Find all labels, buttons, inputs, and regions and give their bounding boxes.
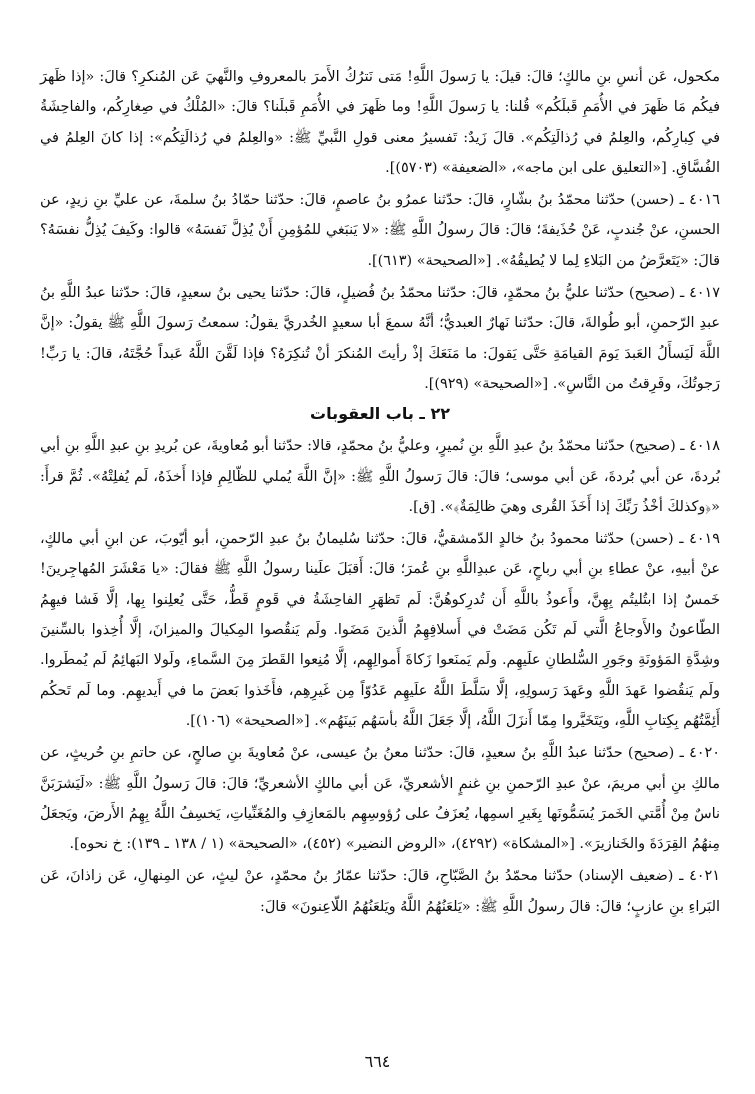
hadith-4016: ٤٠١٦ ـ (حسن) حدّثنا محمّدُ بنُ بشّارٍ، قالَ: حدّثنا عمرُو بنُ عاصمٍ، قالَ: حدّثنا حمّادُ بنُ سلمةَ، عن عليِّ بنِ زيدٍ، عن الحسنِ، عنْ جُندبٍ، عَنْ حُذَيفةَ؛ قالَ: قالَ رسولُ اللَّهِ ﷺ: «لا يَنبَغي للمُؤمِنِ أَنْ يُذِلَّ نَفسَهُ» قالوا: وكَيفَ يُذِلُّ نفسَهُ؟ قالَ: «يَتَعرَّضُ من البَلاءِ لِما لا يُطيقُهُ». [«الصحيحة» (٦١٣)]. xyxy=(40,192,720,269)
hadith-4021: ٤٠٢١ ـ (ضعيف الإسناد) حدّثنا محمّدُ بنُ الصَّبّاحِ، قالَ: حدّثنا عمّارُ بنُ محمّدٍ، عنْ ليثٍ، عن المِنهالِ، عَن زاذانَ، عَن البَراءِ بنِ عازبٍ؛ قالَ: قالَ رسولُ اللَّهِ ﷺ: «يَلعَنُهُمُ اللَّهُ ويَلعَنُهُمُ اللّاعِنونَ» قالَ: xyxy=(40,868,720,915)
chapter-heading: ٢٢ ـ باب العقوبات xyxy=(310,404,450,424)
hadith-4020: ٤٠٢٠ ـ (صحيح) حدّثنا عبدُ اللَّهِ بنُ سعيدٍ، قالَ: حدّثنا معنُ بنُ عيسى، عنْ مُعاويةَ بنِ صالحٍ، عن حاتمِ بنِ حُريثٍ، عن مالكِ بنِ أبي مريمَ، عنْ عبدِ الرّحمنِ بنِ غنمٍ الأشعريِّ، عَن أبي مالكٍ الأشعريِّ؛ قالَ: قالَ رَسولُ اللَّهِ ﷺ: «لَيَشرَبَنَّ ناسٌ مِنْ أُمَّتي الخَمرَ يُسَمُّونَها بِغَيرِ اسمِها، يُعزَفُ على رُؤوسِهِم بالمَعازِفِ والمُغَنِّياتِ، يَخسِفُ اللَّهُ بِهِمُ الأَرضَ، ويَجعَلُ مِنهُمُ القِرَدَةَ والخَنازيرَ». [«المشكاة» (٤٢٩٢)، «الروض النضير» (٤٥٢)، «الصحيحة» (١ / ١٣٨ ـ ١٣٩): خ نحوه]. xyxy=(40,745,720,853)
hadith-4019: ٤٠١٩ ـ (حسن) حدّثنا محمودُ بنُ خالدٍ الدّمشقيُّ، قالَ: حدّثنا سُليمانُ بنُ عبدِ الرّحمنِ، أبو أيّوبَ، عن ابنِ أبي مالكٍ، عنْ أبيهِ، عنْ عطاءِ بنِ أبي رباحٍ، عَن عبدِاللَّهِ بنِ عُمرَ؛ قالَ: أَقبَلَ علَينا رسولُ اللَّهِ ﷺ فقالَ: «يا مَعْشَرَ المُهاجِرينَ! خَمسٌ إذا ابتُليتُم بِهِنَّ، وأَعوذُ باللَّهِ أَن تُدرِكوهُنَّ: لَم تَظهَرِ الفاحِشَةُ في قَومٍ قَطُّ، حَتَّى يُعلِنوا بِها، إلَّا فَشا فيهِمُ الطّاعونُ والأَوجاعُ الَّتي لَم تَكُن مَضَتْ في أَسلافِهِمُ الَّذينَ مَضَوا. ولَم يَنقُصوا المِكيالَ والميزانَ، إلَّا أُخِذوا بالسِّنينَ وشِدَّةِ المَؤونَةِ وجَورِ السُّلطانِ علَيهِم. ولَم يَمنَعوا زَكاةَ أَموالِهِم، إلَّا مُنِعوا القَطرَ مِنَ السَّماءِ، ولَولا البَهائِمُ لَم يُمطَروا. ولَم يَنقُضوا عَهدَ اللَّهِ وعَهدَ رَسولِهِ، إلَّا سَلَّطَ اللَّهُ علَيهِم عَدُوّاً مِن غَيرِهِم، فأَخَذوا بَعضَ ما في أَيديهِم. وما لَم تَحكُم أَئِمَّتُهُم بِكِتابِ اللَّهِ، ويَتَخَيَّروا مِمّا أَنزَلَ اللَّهُ، إلَّا جَعَلَ اللَّهُ بأسَهُم بَينَهُم». [«الصحيحة» (١٠٦)]. xyxy=(40,531,720,729)
hadith-4017: ٤٠١٧ ـ (صحيح) حدّثنا عليُّ بنُ محمّدٍ، قالَ: حدّثنا محمّدُ بنُ فُضيلٍ، قالَ: حدّثنا يحيى بنُ سعيدٍ، قالَ: حدّثنا عبدُ اللَّهِ بنُ عبدِ الرّحمنِ، أبو طُوالةَ، قالَ: حدّثنا نَهارٌ العبديُّ؛ أنَّهُ سمعَ أبا سعيدٍ الخُدريَّ يقولُ: سمعتُ رَسولَ اللَّهِ ﷺ يقولُ: «إنَّ اللَّهَ لَيَسأَلُ العَبدَ يَومَ القيامَةِ حَتَّى يَقولَ: ما مَنَعَكَ إذْ رأيتَ المُنكرَ أنْ تُنكِرَهُ؟ فإذا لَقَّنَ اللَّهُ عَبداً حُجَّتَهُ، قالَ: يا رَبِّ! رَجوتُكَ، وفَرِقتُ من النَّاسِ». [«الصحيحة» (٩٢٩)]. xyxy=(40,285,720,392)
hadith-4018: ٤٠١٨ ـ (صحيح) حدّثنا محمّدُ بنُ عبدِ اللَّهِ بنِ نُميرٍ، وعليُّ بنُ محمّدٍ، قالا: حدّثنا أبو مُعاويةَ، عن بُريدِ بنِ عبدِ اللَّهِ بنِ أبي بُردةَ، عن أبي بُردةَ، عَن أبي موسى؛ قالَ: قالَ رَسولُ اللَّهِ ﷺ: «إنَّ اللَّهَ يُملي للظّالِمِ فإذا أَخذَهُ، لَم يُفلِتْهُ». ثُمَّ قرأَ: «﴿وكذلكَ أخْذُ رَبِّكَ إذا أَخَذَ القُرى وهيَ ظالِمَةٌ﴾». [ق]. xyxy=(40,438,720,515)
document-page xyxy=(40,60,720,922)
hadith-continuation-4015: مكحول، عَن أنسِ بنِ مالكٍ؛ قالَ: قيلَ: يا رَسولَ اللَّهِ! مَتى نَترُكُ الأَمرَ بالمعروفِ والنَّهيَ عَن المُنكرِ؟ قالَ: «إذا ظَهرَ فيكُم مَا ظَهرَ في الأُمَمِ قَبلَكُم» قُلنا: يا رَسولَ اللَّهِ! وما ظَهرَ في الأُمَمِ قَبلَنا؟ قالَ: «المُلْكُ في صِغارِكُم، والفاحِشَةُ في كِبارِكُم، والعِلمُ في رُذالَتِكُم». قالَ زَيدٌ: تَفسيرُ معنى قولِ النَّبيِّ ﷺ: «والعِلمُ في رُذالَتِكُم»: إذا كانَ العِلمُ في الفُسَّاقِ. [«التعليق على ابن ماجه»، «الضعيفة» (٥٧٠٣)]. xyxy=(40,69,720,176)
page-number: ٦٦٤ xyxy=(364,1052,391,1071)
